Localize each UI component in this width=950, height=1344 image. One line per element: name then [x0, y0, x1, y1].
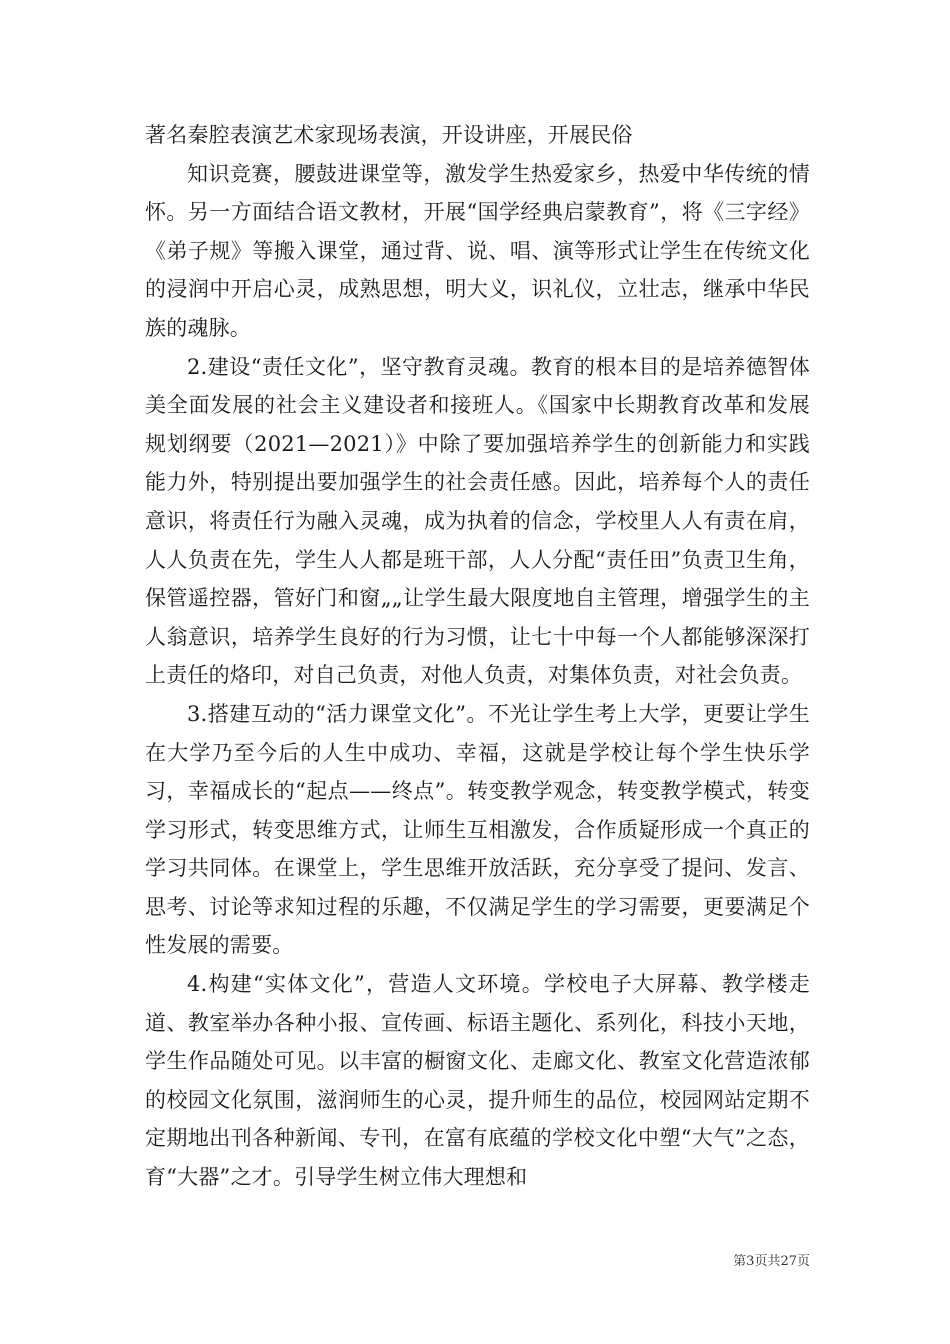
paragraph-2: 知识竞赛，腰鼓进课堂等，激发学生热爱家乡，热爱中华传统的情怀。另一方面结合语文教材，开展“国学经典启蒙教育”，将《三字经》《弟子规》等搬入课堂，通过背、说、唱、演等形式让学生在传统文化的浸润中开启心灵，成熟思想，明大义，识礼仪，立壮志，继承中华民族的魂脉。: [145, 161, 810, 340]
page-number-footer: 第3页共27页: [733, 1254, 810, 1269]
paragraph-5: 4.构建“实体文化”，营造人文环境。学校电子大屏幕、教学楼走道、教室举办各种小报、宣传画、标语主题化、系列化，科技小天地，学生作品随处可见。以丰富的橱窗文化、走廊文化、教室文化营造浓郁的校园文化氛围，滋润师生的心灵，提升师生的品位，校园网站定期不定期地出刊各种新闻、专刊，在富有底蕴的学校文化中塑“大气”之态，育“大器”之才。引导学生树立伟大理想和: [145, 972, 810, 1190]
paragraph-3: 2.建设“责任文化”，坚守教育灵魂。教育的根本目的是培养德智体美全面发展的社会主义建设者和接班人。《国家中长期教育改革和发展规划纲要（2021—2021）》中除了要加强培养学生的创新能力和实践能力外，特别提出要加强学生的社会责任感。因此，培养每个人的责任意识，将责任行为融入灵魂，成为执着的信念，学校里人人有责在肩，人人负责在先，学生人人都是班干部，人人分配“责任田”负责卫生角，保管遥控器，管好门和窗„„让学生最大限度地自主管理，增强学生的主人翁意识，培养学生良好的行为习惯，让七十中每一个人都能够深深打上责任的烙印，对自己负责，对他人负责，对集体负责，对社会负责。: [145, 354, 810, 688]
paragraph-4: 3.搭建互动的“活力课堂文化”。不光让学生考上大学，更要让学生在大学乃至今后的人生中成功、幸福，这就是学校让每个学生快乐学习，幸福成长的“起点——终点”。转变教学观念，转变教学模式，转变学习形式，转变思维方式，让师生互相激发，合作质疑形成一个真正的学习共同体。在课堂上，学生思维开放活跃，充分享受了提问、发言、思考、讨论等求知过程的乐趣，不仅满足学生的学习需要，更要满足个性发展的需要。: [145, 701, 810, 958]
paragraph-1: 著名秦腔表演艺术家现场表演，开设讲座，开展民俗: [145, 123, 633, 147]
body-text: [145, 116, 810, 1197]
